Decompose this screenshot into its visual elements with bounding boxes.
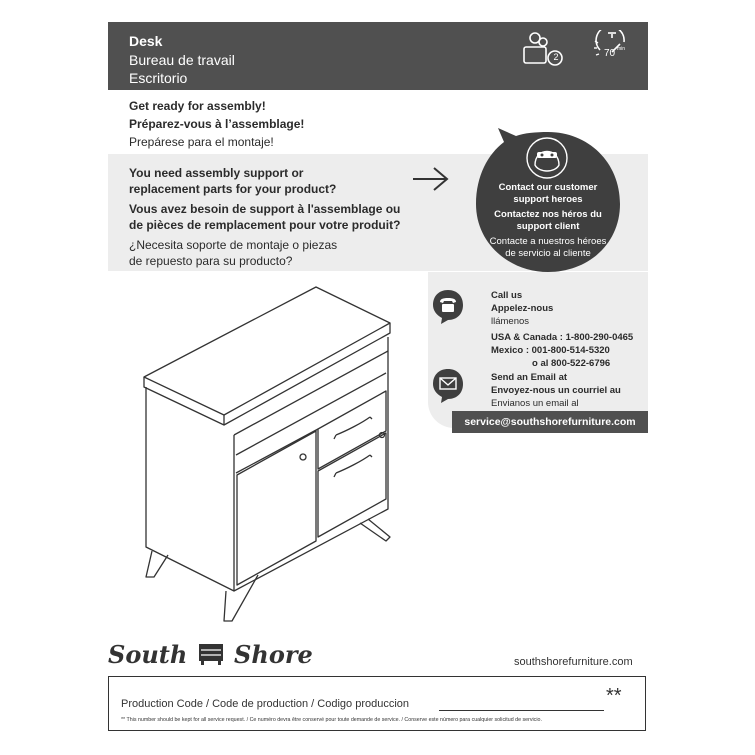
brand-logo (108, 640, 313, 671)
brand-word-shore: Shore (234, 640, 313, 669)
call-block (491, 289, 633, 370)
support-text (129, 165, 400, 273)
header-bar (108, 22, 648, 90)
ready-en: Get ready for assembly! (129, 99, 266, 113)
bubble-fr-2: support client (516, 221, 580, 232)
email-address-link[interactable]: service@southshorefurniture.com (452, 411, 648, 433)
title-es: Escritorio (129, 70, 188, 86)
cabinet-illustration (140, 285, 400, 630)
right-arrow-icon (410, 165, 450, 198)
bubble-text (482, 182, 614, 263)
bubble-en-1: Contact our customer (498, 182, 598, 193)
email-es: Envianos un email al (491, 398, 579, 409)
email-fr: Envoyez-nous un courriel au (491, 385, 621, 396)
masked-hero-icon (524, 135, 570, 186)
bubble-es-2: de servicio al cliente (505, 248, 591, 259)
bubble-fr-1: Contactez nos héros du (494, 209, 602, 220)
email-en: Send an Email at (491, 372, 568, 383)
call-en: Call us (491, 290, 523, 301)
email-envelope-icon (431, 367, 465, 410)
call-mexico-2[interactable]: o al 800-522-6796 (532, 358, 611, 369)
production-code-stars: ** (606, 685, 622, 707)
support-es-2: de repuesto para su producto? (129, 254, 293, 268)
ready-block (129, 97, 304, 151)
production-code-label: Production Code / Code de production / Codigo produccion (121, 698, 410, 710)
ready-es: Prepárese para el montaje! (129, 135, 274, 149)
support-fr-1: Vous avez besoin de support à l'assemblage ou (129, 202, 401, 216)
production-code-blank (439, 710, 604, 711)
bubble-en-2: support heroes (513, 194, 583, 205)
support-en-1: You need assembly support or (129, 166, 304, 180)
dresser-icon (198, 642, 224, 671)
two-people-icon (521, 30, 567, 70)
brand-word-south: South (108, 640, 188, 669)
call-mexico-1[interactable]: Mexico : 001-800-514-5320 (491, 345, 610, 356)
website-link[interactable]: southshorefurniture.com (514, 656, 633, 668)
phone-icon (431, 288, 465, 331)
support-fr-2: de pièces de remplacement pour votre produit? (129, 218, 401, 232)
people-count: 2 (553, 52, 559, 62)
title-en: Desk (129, 33, 163, 49)
support-es-1: ¿Necesita soporte de montaje o piezas (129, 238, 338, 252)
ready-fr: Préparez-vous à l’assemblage! (129, 117, 305, 131)
call-usa-canada[interactable]: USA & Canada : 1-800-290-0465 (491, 332, 634, 343)
call-es: llámenos (491, 316, 530, 327)
production-code-box (108, 676, 646, 731)
title-fr: Bureau de travail (129, 52, 235, 68)
production-code-note: ** This number should be kept for all service request. / Ce numéro devra être conservé pour toute demande de service. / Conserve este número para cualquier solicitud de servicio. (121, 717, 542, 723)
email-block (491, 371, 621, 410)
time-unit: min (617, 46, 626, 52)
time-value: 70 (604, 48, 616, 59)
call-fr: Appelez-nous (491, 303, 554, 314)
bubble-es-1: Contacte a nuestros héroes (489, 236, 607, 247)
support-en-2: replacement parts for your product? (129, 182, 337, 196)
